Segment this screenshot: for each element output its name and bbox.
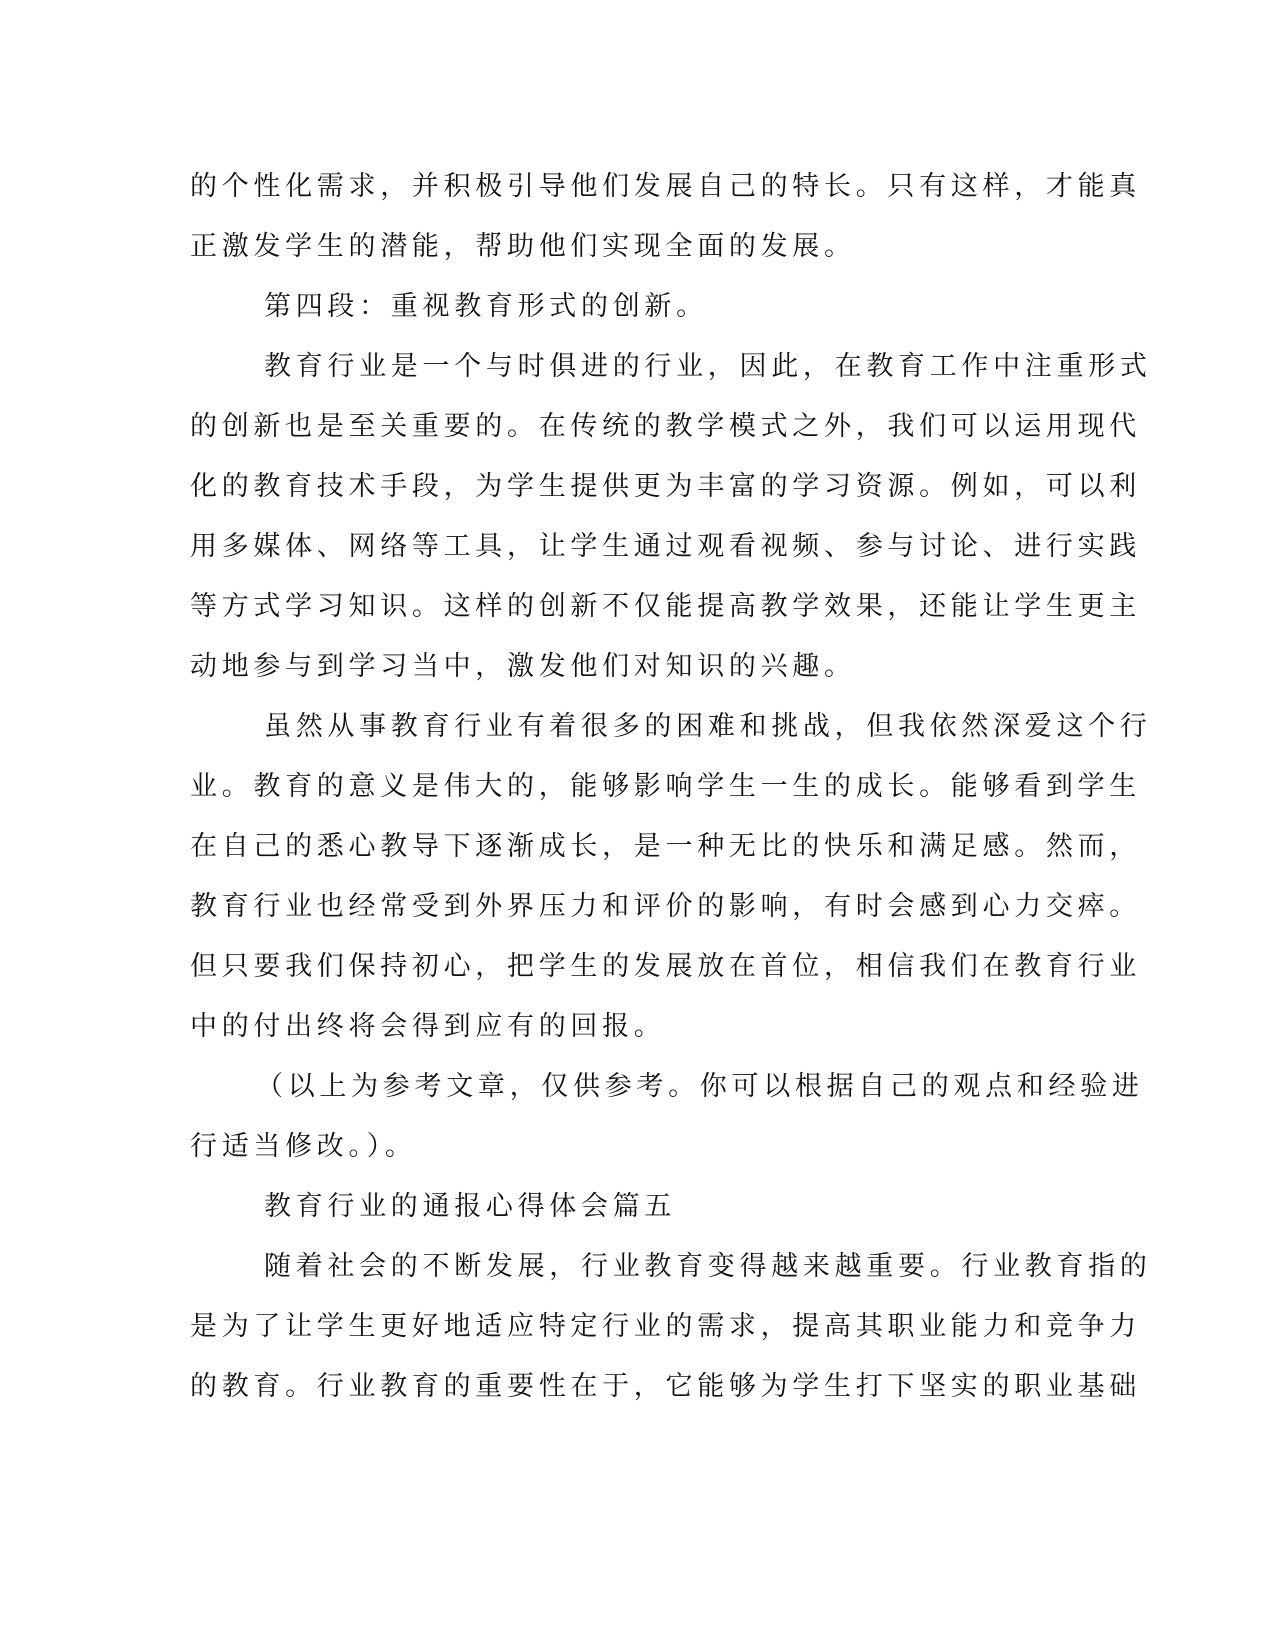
text-line: 化的教育技术手段，为学生提供更为丰富的学习资源。例如，可以利 (190, 471, 1141, 502)
text-line: 第四段：重视教育形式的创新。 (264, 291, 708, 322)
paragraph-intro-5 (190, 1237, 1152, 1417)
text-line: 的个性化需求，并积极引导他们发展自己的特长。只有这样，才能真 (190, 171, 1141, 202)
text-line: 的创新也是至关重要的。在传统的教学模式之外，我们可以运用现代 (190, 411, 1141, 442)
text-line: 在自己的悉心教导下逐渐成长，是一种无比的快乐和满足感。然而， (190, 831, 1141, 862)
paragraph-innovation (190, 337, 1152, 697)
text-line: 教育行业的通报心得体会篇五 (264, 1191, 677, 1222)
text-line: 中的付出终将会得到应有的回报。 (190, 1011, 666, 1042)
text-line: （以上为参考文章，仅供参考。你可以根据自己的观点和经验进 (256, 1071, 1144, 1102)
text-line: 随着社会的不断发展，行业教育变得越来越重要。行业教育指的 (264, 1251, 1152, 1282)
text-line: 是为了让学生更好地适应特定行业的需求，提高其职业能力和竞争力 (190, 1311, 1141, 1342)
text-line: 业。教育的意义是伟大的，能够影响学生一生的成长。能够看到学生 (190, 771, 1141, 802)
paragraph-reference-note (190, 1057, 1144, 1177)
section-title-5 (190, 1177, 1070, 1237)
paragraph-love-of-teaching (190, 697, 1152, 1057)
text-line: 正激发学生的潜能，帮助他们实现全面的发展。 (190, 231, 856, 262)
section-heading-4 (190, 277, 1070, 337)
paragraph-continuation (190, 157, 1141, 277)
text-line: 等方式学习知识。这样的创新不仅能提高教学效果，还能让学生更主 (190, 591, 1141, 622)
text-line: 行适当修改。）。 (190, 1131, 417, 1162)
text-line: 用多媒体、网络等工具，让学生通过观看视频、参与讨论、进行实践 (190, 531, 1141, 562)
document-body (190, 157, 1152, 1417)
text-line: 但只要我们保持初心，把学生的发展放在首位，相信我们在教育行业 (190, 951, 1141, 982)
text-line: 教育行业也经常受到外界压力和评价的影响，有时会感到心力交瘁。 (190, 891, 1141, 922)
text-line: 教育行业是一个与时俱进的行业，因此，在教育工作中注重形式 (264, 351, 1152, 382)
text-line: 虽然从事教育行业有着很多的困难和挑战，但我依然深爱这个行 (264, 711, 1152, 742)
text-line: 动地参与到学习当中，激发他们对知识的兴趣。 (190, 651, 856, 682)
text-line: 的教育。行业教育的重要性在于，它能够为学生打下坚实的职业基础 (190, 1371, 1141, 1402)
